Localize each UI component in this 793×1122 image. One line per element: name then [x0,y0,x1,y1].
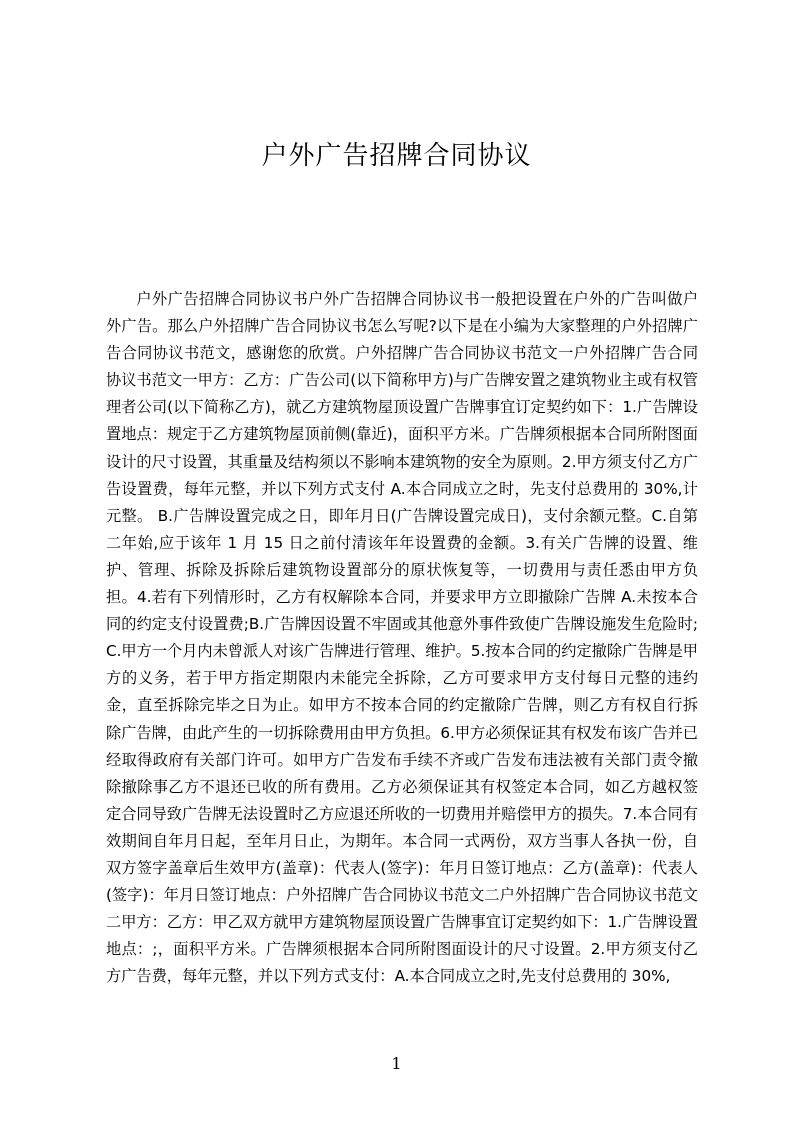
document-body-paragraph: 户外广告招牌合同协议书户外广告招牌合同协议书一般把设置在户外的广告叫做户外广告。那么户外招牌广告合同协议书怎么写呢?以下是在小编为大家整理的户外招牌广告合同协议书范文，感谢您的欣赏。户外招牌广告合同协议书范文一户外招牌广告合同协议书范文一甲方：乙方：广告公司(以下简称甲方)与广告牌安置之建筑物业主或有权管理者公司(以下简称乙方)，就乙方建筑物屋顶设置广告牌事宜订定契约如下：1.广告牌设置地点：规定于乙方建筑物屋顶前侧(靠近)，面积平方米。广告牌须根据本合同所附图面设计的尺寸设置，其重量及结构须以不影响本建筑物的安全为原则。2.甲方须支付乙方广告设置费，每年元整，并以下列方式支付 A.本合同成立之时，先支付总费用的 30%,计元整。 B.广告牌设置完成之日，即年月日(广告牌设置完成日)，支付余额元整。C.自第二年始,应于该年 1 月 15 日之前付清该年年设置费的金额。3.有关广告牌的设置、维护、管理、拆除及拆除后建筑物设置部分的原状恢复等，一切费用与责任悉由甲方负担。4.若有下列情形时，乙方有权解除本合同，并要求甲方立即撤除广告牌 A.未按本合同的约定支付设置费;B.广告牌因设置不牢固或其他意外事件致使广告牌设施发生危险时;C.甲方一个月内未曾派人对该广告牌进行管理、维护。5.按本合同的约定撤除广告牌是甲方的义务，若于甲方指定期限内未能完全拆除，乙方可要求甲方支付每日元整的违约金，直至拆除完毕之日为止。如甲方不按本合同的约定撤除广告牌，则乙方有权自行拆除广告牌，由此产生的一切拆除费用由甲方负担。6.甲方必须保证其有权发布该广告并已经取得政府有关部门许可。如甲方广告发布手续不齐或广告发布违法被有关部门责令撤除撤除事乙方不退还已收的所有费用。乙方必须保证其有权签定本合同，如乙方越权签定合同导致广告牌无法设置时乙方应退还所收的一切费用并赔偿甲方的损失。7.本合同有效期间自年月日起，至年月日止，为期年。本合同一式两份，双方当事人各执一份，自双方签字盖章后生效甲方(盖章)：代表人(签字)：年月日签订地点：乙方(盖章)：代表人(签字)：年月日签订地点：户外招牌广告合同协议书范文二户外招牌广告合同协议书范文二甲方：乙方：甲乙双方就甲方建筑物屋顶设置广告牌事宜订定契约如下：1.广告牌设置地点：;，面积平方米。广告牌须根据本合同所附图面设计的尺寸设置。2.甲方须支付乙方广告费，每年元整，并以下列方式支付：A.本合同成立之时,先支付总费用的 30%, [106,290,698,986]
page-number: 1 [391,1054,402,1073]
document-title: 户外广告招牌合同协议 [261,141,532,171]
